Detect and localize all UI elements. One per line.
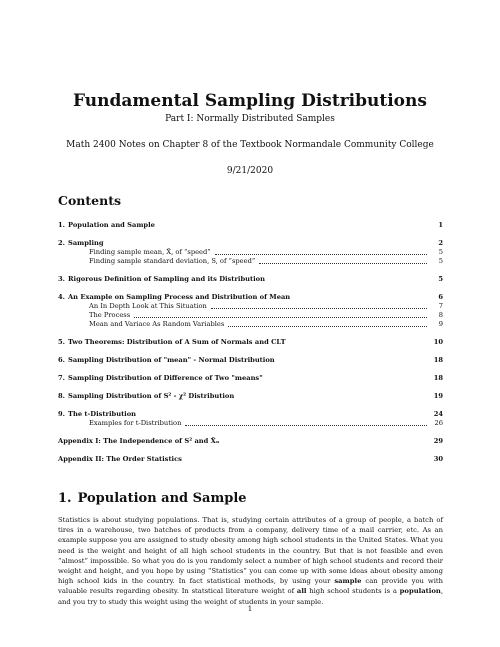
- toc-title-group: [58, 437, 219, 446]
- toc-entry: [58, 356, 443, 365]
- toc-sub-title: Examples for t-Distribution: [89, 419, 182, 427]
- toc-number: 1.: [58, 221, 65, 229]
- toc-main-line[interactable]: [58, 437, 443, 446]
- toc-entry: [58, 221, 443, 230]
- body-text-segment: can provide you with valuable results regarding obesity. In statstical literature weight of: [58, 577, 443, 596]
- document-title: Fundamental Sampling Distributions: [73, 91, 427, 111]
- toc-entry: [58, 293, 443, 329]
- toc-main-line[interactable]: [58, 338, 443, 347]
- document-date: 9/21/2020: [226, 166, 274, 176]
- author-line: Math 2400 Notes on Chapter 8 of the Textbook Normandale Community College: [66, 140, 434, 150]
- toc-sub-entry[interactable]: [58, 419, 443, 428]
- toc-title-group: [58, 455, 182, 464]
- toc-title-group: [58, 356, 275, 365]
- toc-entry: [58, 455, 443, 464]
- toc-main-line[interactable]: [58, 275, 443, 284]
- body-emphasis-all: all: [296, 587, 307, 596]
- body-emphasis-sample: sample: [334, 577, 362, 586]
- toc-number: 2.: [58, 239, 65, 247]
- toc-number: 9.: [58, 410, 65, 418]
- toc-title-group: [58, 293, 290, 302]
- toc-title-group: [58, 392, 234, 401]
- toc-title: Sampling Distribution of Difference of Two "means": [67, 374, 263, 382]
- toc-page: 29: [433, 437, 443, 445]
- section-title: Population and Sample: [77, 491, 247, 506]
- toc-sub-entry[interactable]: [58, 311, 443, 320]
- toc-entry: [58, 410, 443, 428]
- toc-number: 7.: [58, 374, 65, 382]
- toc-main-line[interactable]: [58, 239, 443, 248]
- toc-title-group: [58, 338, 286, 347]
- toc-page: 18: [433, 374, 443, 382]
- body-text-segment: , and you try to study this weight using the weight of students in your sample.: [58, 587, 443, 606]
- toc-entry: [58, 275, 443, 284]
- document-subtitle: Part I: Normally Distributed Samples: [165, 114, 335, 124]
- toc-title-group: [58, 239, 104, 248]
- toc-title: Sampling: [67, 239, 104, 247]
- section-heading: [58, 491, 247, 506]
- toc-main-line[interactable]: [58, 455, 443, 464]
- toc-title: An Example on Sampling Process and Distribution of Mean: [67, 293, 291, 301]
- toc-title: Appendix II: The Order Statistics: [58, 455, 182, 463]
- toc-title: The t-Distribution: [67, 410, 137, 418]
- contents-heading: Contents: [58, 193, 122, 208]
- toc-sub-entry[interactable]: [58, 257, 443, 266]
- toc-title-group: [58, 410, 136, 419]
- toc-page: 19: [433, 392, 443, 400]
- toc-title-group: [58, 275, 265, 284]
- toc-title-group: [58, 221, 155, 230]
- toc-dot-leader: [259, 262, 427, 264]
- toc-number: 3.: [58, 275, 65, 283]
- toc-number: 8.: [58, 392, 65, 400]
- toc-page: 30: [433, 455, 443, 463]
- toc-page: 18: [433, 356, 443, 364]
- toc-entry: [58, 392, 443, 401]
- toc-page: 6: [438, 293, 443, 301]
- toc-page: 24: [433, 410, 443, 418]
- toc-main-line[interactable]: [58, 374, 443, 383]
- section-number: 1.: [58, 491, 72, 506]
- section-body: [58, 515, 443, 607]
- toc-sub-entry[interactable]: [58, 248, 443, 257]
- toc-main-line[interactable]: [58, 356, 443, 365]
- body-text-segment: Statistics is about studying populations. That is, studying certain attributes of a group of people, a batch of tires in a warehouse, two batches of products from a company, delivery time of a mail carrier, etc. As an example suppose you are assigned to study obesity among high school students in the United States. What you need is the weight and height of all high school students in the country. But that is not feasible and even “almost” impossible. So what you do is you randomly select a number of high school students and record their weight and height, and you hope by using “Statistics” you can come up with some ideas about obesity among high school kids in the country. In fact statistical methods, by using your: [58, 516, 443, 586]
- toc-title: Appendix I: The Independence of S² and X̄ₙ: [58, 437, 220, 445]
- toc-sub-page: 7: [438, 302, 443, 310]
- toc-number: 5.: [58, 338, 65, 346]
- toc-number: 6.: [58, 356, 65, 364]
- toc-sub-page: 5: [438, 248, 443, 256]
- toc-sub-title: Finding sample standard deviation, S, of “speed”: [89, 257, 256, 265]
- toc-title: Population and Sample: [67, 221, 155, 229]
- toc-entry: [58, 437, 443, 446]
- toc-page: 1: [438, 221, 443, 229]
- toc-entry: [58, 374, 443, 383]
- toc-sub-entry[interactable]: [58, 320, 443, 329]
- toc-number: 4.: [58, 293, 65, 301]
- toc-page: 2: [438, 239, 443, 247]
- page-number: 1: [247, 605, 253, 613]
- toc-page: 5: [438, 275, 443, 283]
- toc-entry: [58, 338, 443, 347]
- toc-main-line[interactable]: [58, 221, 443, 230]
- toc-title: Rigorous Definition of Sampling and its Distribution: [67, 275, 265, 283]
- toc-title: Sampling Distribution of "mean" - Normal Distribution: [67, 356, 275, 364]
- body-emphasis-population: population: [399, 587, 441, 596]
- toc-entry: [58, 239, 443, 266]
- toc-sub-page: 26: [434, 419, 443, 427]
- toc-title-group: [58, 374, 263, 383]
- toc-dot-leader: [215, 253, 427, 255]
- toc-sub-title: Finding sample mean, X̄, of “speed”: [89, 248, 211, 256]
- toc-sub-page: 5: [438, 257, 443, 265]
- toc-sub-title: The Process: [89, 311, 131, 319]
- toc-page: 10: [433, 338, 443, 346]
- toc-sub-title: Mean and Variace As Random Variables: [89, 320, 225, 328]
- toc-sub-title: An In Depth Look at This Situation: [89, 302, 207, 310]
- toc-dot-leader: [134, 316, 427, 318]
- toc-dot-leader: [211, 307, 427, 309]
- toc-sub-page: 9: [438, 320, 443, 328]
- body-paragraph: [58, 515, 443, 607]
- toc-sub-entry[interactable]: [58, 302, 443, 311]
- table-of-contents: [58, 212, 443, 464]
- toc-title: Two Theorems: Distribution of A Sum of Normals and CLT: [67, 338, 286, 346]
- toc-main-line[interactable]: [58, 392, 443, 401]
- toc-main-line[interactable]: [58, 293, 443, 302]
- toc-dot-leader: [228, 325, 427, 327]
- body-text-segment: high school students is a: [306, 587, 400, 596]
- toc-dot-leader: [185, 424, 427, 426]
- toc-sub-page: 8: [438, 311, 443, 319]
- toc-main-line[interactable]: [58, 410, 443, 419]
- toc-title: Sampling Distribution of S² - χ² Distribution: [67, 392, 235, 400]
